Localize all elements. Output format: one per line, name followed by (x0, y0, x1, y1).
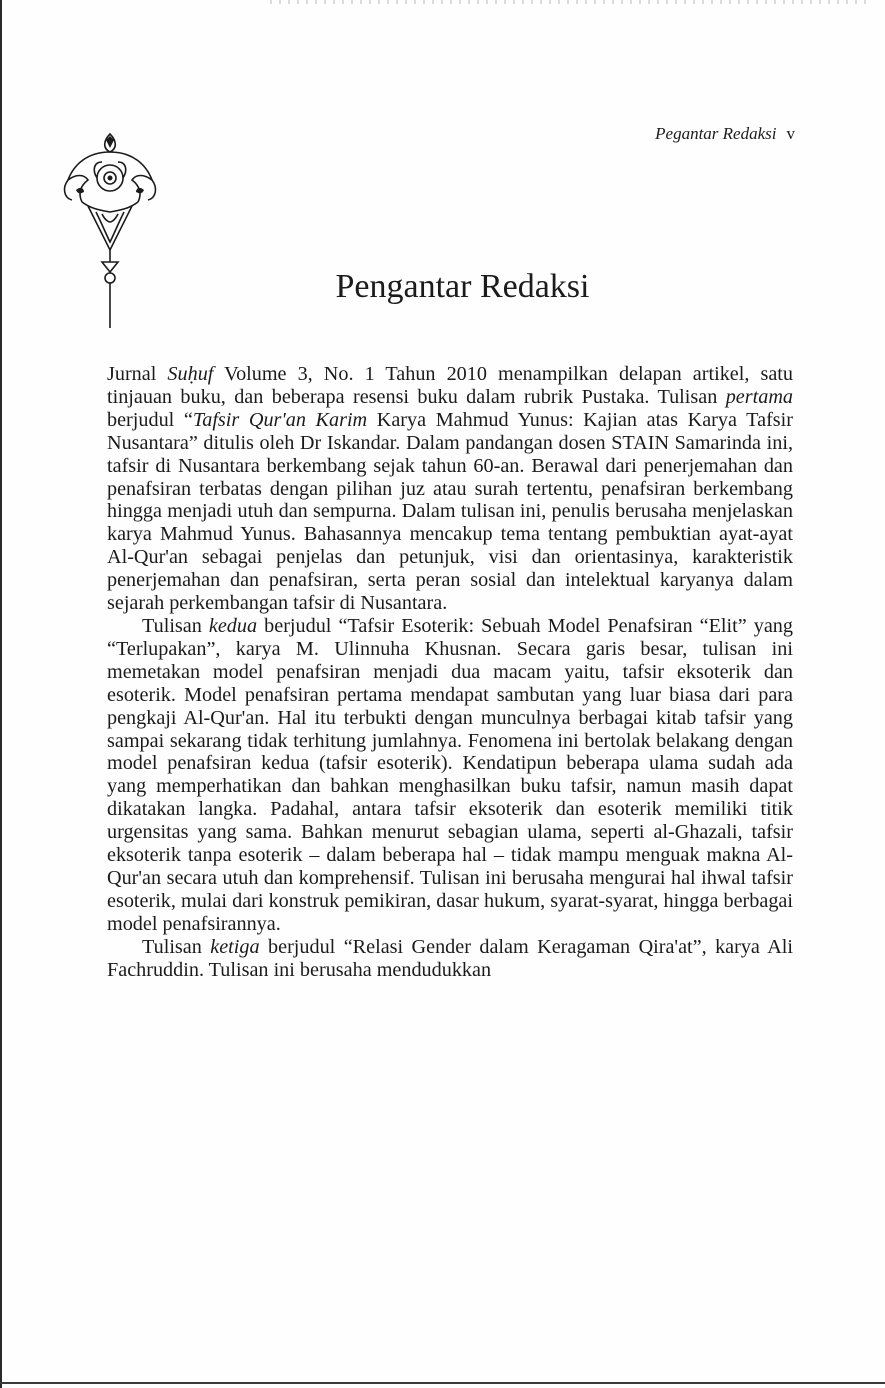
page-title: Pengantar Redaksi (335, 268, 590, 305)
italic-term: Suḥuf (167, 363, 214, 385)
page-number: v (786, 124, 795, 143)
paragraph-text: Tulisan (142, 614, 209, 637)
paragraph-text: berjudul “Tafsir Esoterik: Sebuah Model Penafsiran “Elit” yang “Terlupakan”, karya M. Ulinnuha Khusnan. Secara garis besar, tulisan ini memetakan model penafsiran menjadi dua macam yaitu, tafsir eksoterik dan esoterik. Model penafsiran pertama mendapat sambutan yang luar biasa dari para pengkaji Al-Qur'an. Hal itu terbukti dengan munculnya berbagai kitab tafsir yang sampai sekarang tidak terhitung jumlahnya. Fenomena ini bertolak belakang dengan model penafsiran kedua (tafsir esoterik). Kendatipun beberapa ulama sudah ada yang memperhatikan dan bahkan menghasilkan buku tafsir, namun masih dapat dikatakan langka. Padahal, antara tafsir eksoterik dan esoterik memiliki titik urgensitas yang sama. Bahkan menurut sebagian ulama, seperti al-Ghazali, tafsir eksoterik tanpa esoterik – dalam beberapa hal – tidak mampu menguak makna Al-Qur'an secara utuh dan komprehensif. Tulisan ini berusaha mengurai hal ihwal tafsir esoterik, mulai dari konstruk pemikiran, dasar hukum, syarat-syarat, hingga berbagai model penafsirannya. (107, 614, 793, 935)
running-title: Pegantar Redaksi (655, 124, 777, 143)
italic-term: kedua (208, 614, 258, 637)
running-header (655, 124, 795, 144)
italic-term: pertama (725, 385, 793, 408)
italic-term: ketiga (210, 935, 260, 958)
italic-term: Tafsir Qur'an Karim (192, 408, 368, 431)
article-body (107, 363, 793, 981)
body-paragraph (107, 936, 793, 982)
paragraph-text: Karya Mahmud Yunus: Kajian atas Karya Tafsir Nusantara” ditulis oleh Dr Iskandar. Dalam pandangan dosen STAIN Samarinda ini, tafsir di Nusantara berkembang sejak tahun 60-an. Berawal dari penerjemahan dan penafsiran terbatas dengan pilihan juz atau surah tertentu, penafsiran berkembang hingga menjadi utuh dan sempurna. Dalam tulisan ini, penulis berusaha menjelaskan karya Mahmud Yunus. Bahasannya mencakup tema tentang pembuktian ayat-ayat Al-Qur'an sebagai penjelas dan petunjuk, visi dan orientasinya, karakteristik penerjemahan dan penafsiran, serta peran sosial dan intelektual karyanya dalam sejarah perkembangan tafsir di Nusantara. (107, 408, 793, 615)
paragraph-text: Jurnal (107, 363, 168, 385)
paragraph-text: Volume 3, No. 1 Tahun 2010 menampilkan delapan artikel, satu tinjauan buku, dan beberapa resensi buku dalam rubrik Pustaka. Tulisan (107, 363, 793, 408)
page-left-edge (0, 0, 2, 1388)
paragraph-text: Tulisan (142, 935, 211, 958)
scan-speckle (270, 0, 870, 4)
paragraph-text: berjudul “ (107, 408, 193, 431)
body-paragraph (107, 615, 793, 936)
paragraph-text: berjudul “Relasi Gender dalam Keragaman Qira'at”, karya Ali Fachruddin. Tulisan ini berusaha mendudukkan (107, 935, 793, 981)
page-bottom-edge (0, 1382, 885, 1384)
body-paragraph (107, 363, 793, 615)
